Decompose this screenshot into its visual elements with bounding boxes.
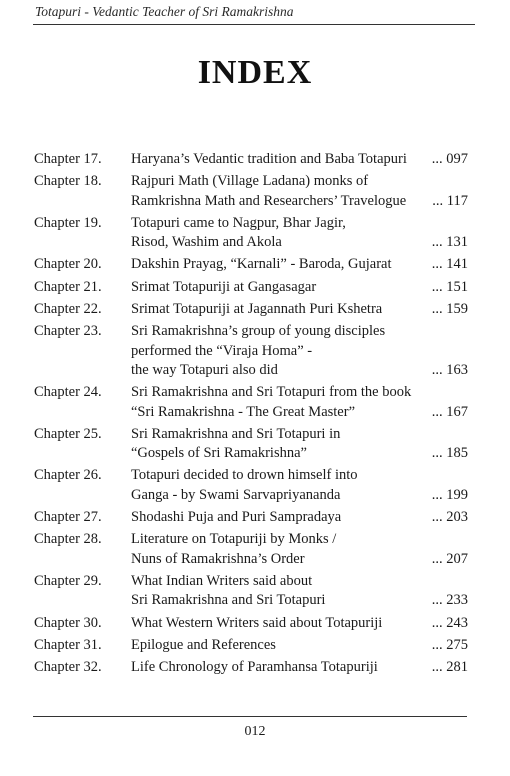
page-reference: ... 117: [432, 192, 468, 209]
chapter-title: Sri Ramakrishna’s group of young disciples: [131, 323, 386, 340]
index-entry: [34, 383, 468, 425]
page-reference: ... 159: [431, 301, 468, 318]
entry-line: [34, 636, 468, 655]
index-entry: [34, 214, 468, 256]
index-entry: [34, 614, 468, 636]
chapter-number: Chapter 17.: [34, 151, 102, 167]
chapter-number: Chapter 23.: [34, 323, 102, 340]
entry-line: [34, 192, 468, 211]
chapter-title: performed the “Viraja Homa” -: [131, 342, 313, 359]
chapter-number: Chapter 30.: [34, 614, 102, 631]
page-reference: ... 141: [431, 256, 468, 273]
index-entry: [34, 508, 468, 530]
chapter-title: the way Totapuri also did: [131, 361, 278, 378]
footer-rule: [33, 716, 467, 717]
page-reference: ... 131: [431, 234, 468, 251]
page-reference: ... 207: [431, 550, 468, 567]
entry-line: [34, 383, 468, 402]
entry-line: [34, 508, 468, 527]
chapter-title: What Western Writers said about Totapuriji: [131, 614, 383, 631]
chapter-title: Risod, Washim and Akola: [131, 234, 282, 251]
chapter-title: Life Chronology of Paramhansa Totapuriji: [131, 659, 378, 676]
entry-line: [34, 300, 468, 319]
entry-line: [34, 342, 468, 361]
chapter-number: Chapter 25.: [34, 425, 102, 442]
chapter-title: Literature on Totapuriji by Monks /: [131, 531, 337, 548]
chapter-number: Chapter 31.: [34, 636, 102, 653]
entry-line: [34, 172, 468, 191]
chapter-title: Sri Ramakrishna and Sri Totapuri from the book: [131, 384, 412, 401]
entry-line: [34, 403, 468, 422]
page-title: INDEX: [197, 54, 313, 91]
entry-line: [34, 425, 468, 444]
chapter-title: Ramkrishna Math and Researchers’ Travelogue: [131, 192, 407, 209]
index-entry: [34, 255, 468, 277]
entry-line: [34, 214, 468, 233]
index-entry: [34, 530, 468, 572]
entry-line: [34, 361, 468, 380]
header-rule: [33, 24, 475, 25]
entry-line: [34, 591, 468, 610]
entry-line: [34, 658, 468, 677]
chapter-number: Chapter 29.: [34, 572, 102, 589]
running-head: Totapuri - Vedantic Teacher of Sri Ramakrishna: [35, 4, 294, 19]
entry-line: [34, 550, 468, 569]
entry-line: [34, 572, 468, 591]
entry-line: [34, 444, 468, 463]
entry-line: [34, 233, 468, 252]
index-entry: [34, 150, 468, 172]
chapter-number: Chapter 19.: [34, 214, 102, 231]
index-entry: [34, 172, 468, 214]
page-reference: ... 203: [431, 509, 468, 526]
chapter-title: Sri Ramakrishna and Sri Totapuri: [131, 592, 326, 609]
page-reference: ... 151: [431, 278, 468, 295]
chapter-number: Chapter 18.: [34, 173, 102, 190]
index-entry: [34, 425, 468, 467]
index-entry: [34, 636, 468, 658]
entry-line: [34, 150, 468, 169]
chapter-title: Haryana’s Vedantic tradition and Baba Totapuri: [131, 151, 407, 167]
chapter-title: Ganga - by Swami Sarvapriyananda: [131, 486, 341, 503]
index-entry: [34, 466, 468, 508]
index-entry: [34, 300, 468, 322]
page-number: 012: [244, 724, 266, 739]
index-entry: [34, 572, 468, 614]
chapter-title: Rajpuri Math (Village Ladana) monks of: [131, 173, 369, 190]
page-reference: ... 233: [431, 592, 468, 609]
chapter-title: Epilogue and References: [131, 636, 276, 653]
chapter-title: “Sri Ramakrishna - The Great Master”: [131, 403, 355, 420]
chapter-title: Srimat Totapuriji at Jagannath Puri Kshetra: [131, 301, 383, 318]
chapter-number: Chapter 32.: [34, 659, 102, 676]
chapter-number: Chapter 27.: [34, 509, 102, 526]
page-reference: ... 097: [431, 151, 468, 167]
chapter-number: Chapter 20.: [34, 256, 102, 273]
chapter-title: Sri Ramakrishna and Sri Totapuri in: [131, 425, 341, 442]
chapter-title: Shodashi Puja and Puri Sampradaya: [131, 509, 342, 526]
entry-line: [34, 466, 468, 485]
chapter-number: Chapter 26.: [34, 467, 102, 484]
page-reference: ... 167: [431, 403, 468, 420]
page-reference: ... 185: [431, 445, 468, 462]
chapter-number: Chapter 24.: [34, 384, 102, 401]
chapter-title: Dakshin Prayag, “Karnali” - Baroda, Gujarat: [131, 256, 392, 273]
index-entry: [34, 658, 468, 680]
entry-line: [34, 278, 468, 297]
chapter-number: Chapter 21.: [34, 278, 102, 295]
chapter-title: What Indian Writers said about: [131, 572, 313, 589]
chapter-title: Totapuri decided to drown himself into: [131, 467, 358, 484]
page-reference: ... 199: [431, 486, 468, 503]
chapter-title: “Gospels of Sri Ramakrishna”: [131, 445, 307, 462]
page-reference: ... 163: [431, 361, 468, 378]
chapter-title: Totapuri came to Nagpur, Bhar Jagir,: [131, 214, 346, 231]
entry-line: [34, 530, 468, 549]
page-reference: ... 243: [431, 614, 468, 631]
page-reference: ... 275: [431, 636, 468, 653]
page-reference: ... 281: [431, 659, 468, 676]
index-list: [34, 150, 468, 680]
entry-line: [34, 322, 468, 341]
chapter-title: Nuns of Ramakrishna’s Order: [131, 550, 305, 567]
chapter-number: Chapter 22.: [34, 301, 102, 318]
entry-line: [34, 614, 468, 633]
index-entry: [34, 322, 468, 383]
entry-line: [34, 255, 468, 274]
index-entry: [34, 278, 468, 300]
chapter-title: Srimat Totapuriji at Gangasagar: [131, 278, 317, 295]
entry-line: [34, 486, 468, 505]
chapter-number: Chapter 28.: [34, 531, 102, 548]
